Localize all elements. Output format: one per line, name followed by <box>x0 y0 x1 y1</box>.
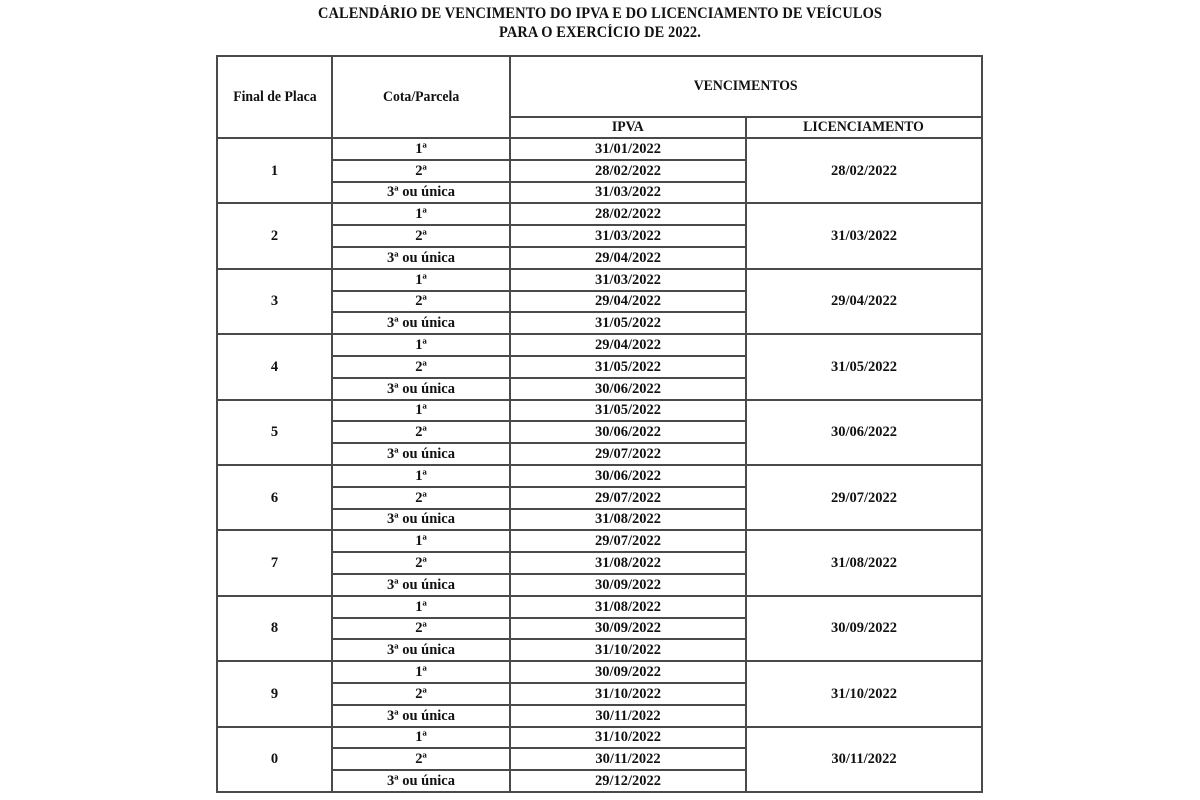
table-row <box>217 727 982 749</box>
cota-cell: 2ª <box>332 487 510 509</box>
ipva-date-cell: 31/08/2022 <box>510 596 746 618</box>
final-placa-cell: 9 <box>217 661 332 726</box>
cota-cell: 1ª <box>332 465 510 487</box>
licenciamento-date-cell: 31/08/2022 <box>746 530 982 595</box>
cota-cell: 1ª <box>332 203 510 225</box>
cota-cell: 1ª <box>332 661 510 683</box>
final-placa-cell: 4 <box>217 334 332 399</box>
cota-cell: 3ª ou única <box>332 247 510 269</box>
ipva-date-cell: 31/03/2022 <box>510 182 746 204</box>
ipva-date-cell: 30/09/2022 <box>510 661 746 683</box>
title-line-1: CALENDÁRIO DE VENCIMENTO DO IPVA E DO LICENCIAMENTO DE VEÍCULOS <box>317 5 883 22</box>
ipva-date-cell: 31/10/2022 <box>510 639 746 661</box>
ipva-date-cell: 28/02/2022 <box>510 160 746 182</box>
cota-cell: 2ª <box>332 618 510 640</box>
cota-cell: 1ª <box>332 269 510 291</box>
header-row <box>217 56 982 117</box>
table-row <box>217 334 982 356</box>
ipva-date-cell: 31/10/2022 <box>510 683 746 705</box>
ipva-date-cell: 31/01/2022 <box>510 138 746 160</box>
table-row <box>217 661 982 683</box>
licenciamento-date-cell: 29/04/2022 <box>746 269 982 334</box>
ipva-date-cell: 31/03/2022 <box>510 269 746 291</box>
header-licenciamento: LICENCIAMENTO <box>746 117 982 138</box>
cota-cell: 2ª <box>332 552 510 574</box>
final-placa-cell: 0 <box>217 727 332 792</box>
final-placa-cell: 7 <box>217 530 332 595</box>
table-body <box>217 138 982 792</box>
ipva-date-cell: 30/09/2022 <box>510 618 746 640</box>
licenciamento-date-cell: 31/10/2022 <box>746 661 982 726</box>
ipva-date-cell: 29/07/2022 <box>510 530 746 552</box>
cota-cell: 2ª <box>332 291 510 313</box>
table-row <box>217 400 982 422</box>
ipva-date-cell: 31/08/2022 <box>510 509 746 531</box>
ipva-date-cell: 29/04/2022 <box>510 334 746 356</box>
cota-cell: 1ª <box>332 334 510 356</box>
cota-cell: 3ª ou única <box>332 574 510 596</box>
cota-cell: 1ª <box>332 596 510 618</box>
cota-cell: 2ª <box>332 225 510 247</box>
ipva-date-cell: 31/08/2022 <box>510 552 746 574</box>
due-dates-table <box>216 55 983 793</box>
document-title <box>0 4 1200 42</box>
licenciamento-date-cell: 30/09/2022 <box>746 596 982 661</box>
ipva-date-cell: 30/06/2022 <box>510 421 746 443</box>
final-placa-cell: 1 <box>217 138 332 203</box>
table-row <box>217 138 982 160</box>
cota-cell: 3ª ou única <box>332 312 510 334</box>
final-placa-cell: 5 <box>217 400 332 465</box>
ipva-date-cell: 31/05/2022 <box>510 356 746 378</box>
cota-cell: 2ª <box>332 748 510 770</box>
ipva-date-cell: 30/11/2022 <box>510 705 746 727</box>
header-ipva: IPVA <box>510 117 746 138</box>
ipva-date-cell: 29/04/2022 <box>510 291 746 313</box>
ipva-date-cell: 29/07/2022 <box>510 487 746 509</box>
ipva-date-cell: 29/12/2022 <box>510 770 746 792</box>
ipva-date-cell: 30/06/2022 <box>510 465 746 487</box>
cota-cell: 2ª <box>332 160 510 182</box>
cota-cell: 1ª <box>332 530 510 552</box>
ipva-date-cell: 31/05/2022 <box>510 400 746 422</box>
cota-cell: 2ª <box>332 421 510 443</box>
cota-cell: 3ª ou única <box>332 639 510 661</box>
cota-cell: 2ª <box>332 356 510 378</box>
ipva-date-cell: 31/03/2022 <box>510 225 746 247</box>
final-placa-cell: 3 <box>217 269 332 334</box>
ipva-date-cell: 30/11/2022 <box>510 748 746 770</box>
cota-cell: 2ª <box>332 683 510 705</box>
licenciamento-date-cell: 30/11/2022 <box>746 727 982 792</box>
table-row <box>217 203 982 225</box>
ipva-date-cell: 29/07/2022 <box>510 443 746 465</box>
header-cota-parcela: Cota/Parcela <box>332 56 510 138</box>
cota-cell: 1ª <box>332 727 510 749</box>
licenciamento-date-cell: 31/03/2022 <box>746 203 982 268</box>
ipva-date-cell: 29/04/2022 <box>510 247 746 269</box>
licenciamento-date-cell: 30/06/2022 <box>746 400 982 465</box>
cota-cell: 3ª ou única <box>332 443 510 465</box>
cota-cell: 3ª ou única <box>332 378 510 400</box>
cota-cell: 3ª ou única <box>332 705 510 727</box>
table-row <box>217 269 982 291</box>
cota-cell: 3ª ou única <box>332 770 510 792</box>
final-placa-cell: 6 <box>217 465 332 530</box>
header-final-placa: Final de Placa <box>217 56 332 138</box>
ipva-date-cell: 28/02/2022 <box>510 203 746 225</box>
cota-cell: 1ª <box>332 400 510 422</box>
ipva-date-cell: 30/09/2022 <box>510 574 746 596</box>
licenciamento-date-cell: 31/05/2022 <box>746 334 982 399</box>
cota-cell: 3ª ou única <box>332 509 510 531</box>
title-line-2: PARA O EXERCÍCIO DE 2022. <box>499 24 701 41</box>
ipva-date-cell: 30/06/2022 <box>510 378 746 400</box>
final-placa-cell: 8 <box>217 596 332 661</box>
table-row <box>217 596 982 618</box>
table-row <box>217 530 982 552</box>
ipva-date-cell: 31/05/2022 <box>510 312 746 334</box>
cota-cell: 3ª ou única <box>332 182 510 204</box>
licenciamento-date-cell: 29/07/2022 <box>746 465 982 530</box>
final-placa-cell: 2 <box>217 203 332 268</box>
licenciamento-date-cell: 28/02/2022 <box>746 138 982 203</box>
table-row <box>217 465 982 487</box>
header-vencimentos: VENCIMENTOS <box>510 56 982 117</box>
cota-cell: 1ª <box>332 138 510 160</box>
ipva-date-cell: 31/10/2022 <box>510 727 746 749</box>
